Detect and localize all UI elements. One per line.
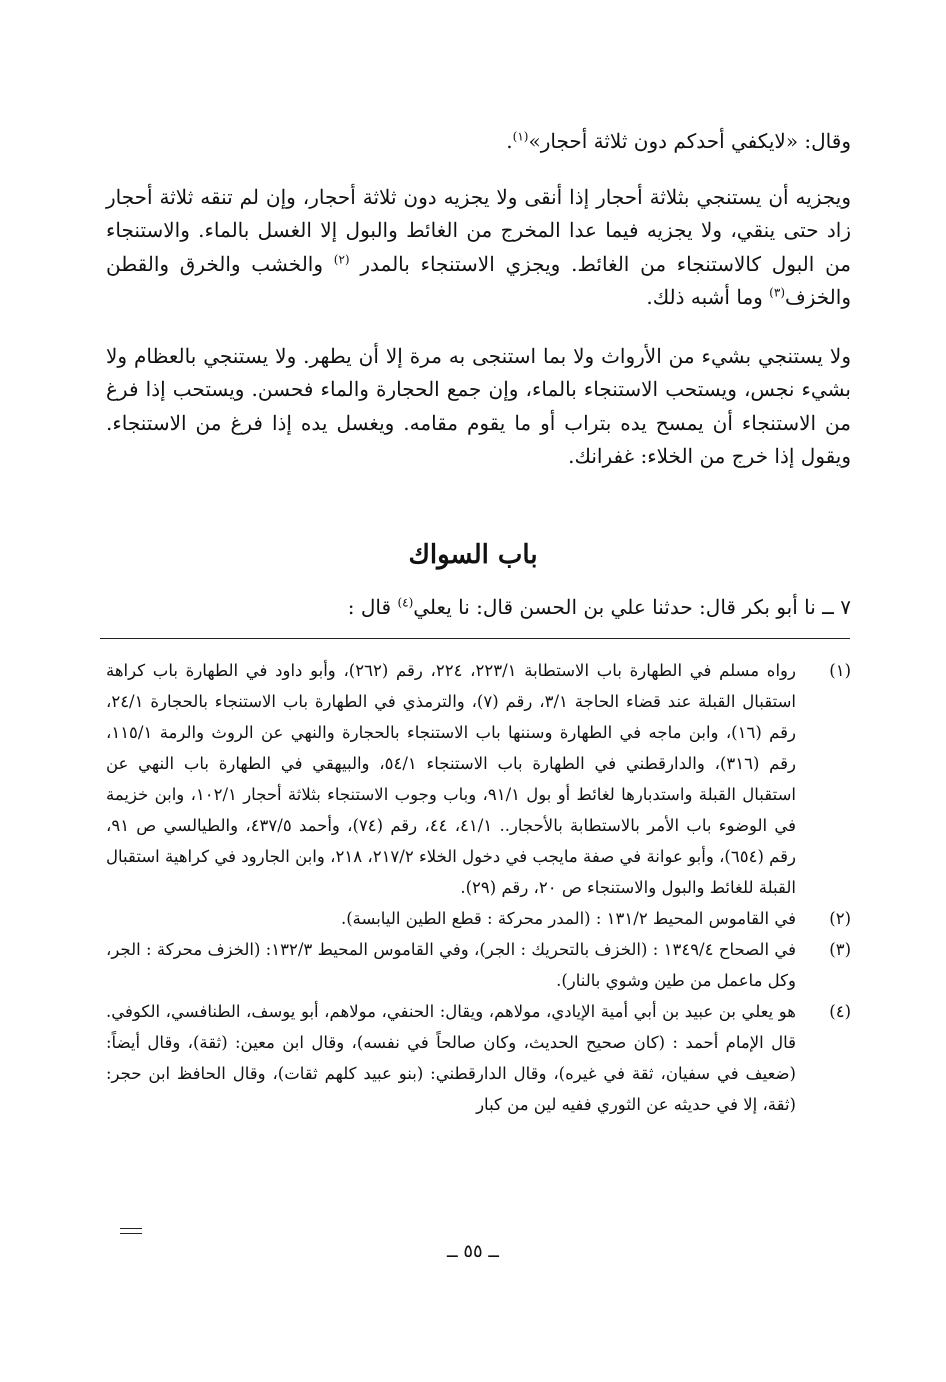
footnote-2 <box>106 903 851 934</box>
footnote-number: (٢) <box>829 909 851 928</box>
footnote-text: هو يعلي بن عبيد بن أبي أمية الإيادي، مولاهم، ويقال: الحنفي، مولاهم، أبو يوسف، الطنافسي، الكوفي. قال الإمام أحمد : (كان صحيح الحديث، وكان صالحاً في نفسه)، وقال ابن معين: (ثقة)، وقال أيضاً: (ضعيف في سفيان، ثقة في غيره)، وقال الدارقطني: (بنو عبيد كلهم ثقات)، وقال الحافظ ابن حجر: (ثقة، إلا في حديثه عن الثوري ففيه لين من كبار <box>106 1002 796 1114</box>
hadith-text: ٧ ــ نا أبو بكر قال: حدثنا علي بن الحسن قال: نا يعلي <box>413 595 851 619</box>
continuation-mark <box>120 1228 142 1234</box>
footnotes <box>106 655 851 1120</box>
footnote-ref-3: (٣) <box>769 285 785 300</box>
footnote-3 <box>106 934 851 996</box>
footnote-number: (١) <box>829 661 851 680</box>
footnote-text: في الصحاح ١٣٤٩/٤ : (الخزف بالتحريك : الجر)، وفي القاموس المحيط ١٣٢/٣: (الخزف محركة : الجر، وكل ماعمل من طين وشوي بالنار). <box>106 940 796 990</box>
main-text-block <box>106 125 851 474</box>
paragraph-stones-c: وما أشبه ذلك. <box>646 285 763 309</box>
paragraph-stones-b: والخشب والخرق والقطن والخزف <box>106 251 851 309</box>
footnote-ref-2: (٢) <box>333 251 350 266</box>
footnote-text: في القاموس المحيط ١٣١/٢ : (المدر محركة : قطع الطين اليابسة). <box>340 909 796 928</box>
chapter-heading: باب السواك <box>408 540 538 570</box>
hadith-line <box>106 590 851 624</box>
footnote-number: (٤) <box>829 1002 851 1021</box>
footnote-ref-4: (٤) <box>397 595 414 610</box>
quote-text: وقال: «لايكفي أحدكم دون ثلاثة أحجار» <box>528 129 851 153</box>
footnote-ref-1: (١) <box>512 129 529 144</box>
footnote-text: رواه مسلم في الطهارة باب الاستطابة ٢٢٣/١، ٢٢٤، رقم (٢٦٢)، وأبو داود في الطهارة باب كراهة استقبال القبلة عند قضاء الحاجة ٣/١، رقم (٧)، والترمذي في الطهارة باب الاستنجاء بالحجارة ٢٤/١، رقم (١٦)، وابن ماجه في الطهارة وسننها باب الاستنجاء بالحجارة والنهي عن الروث والرمة ١١٥/١، رقم (٣١٦)، والدارقطني في الطهارة باب الاستنجاء ٥٤/١، والبيهقي في الطهارة باب النهي عن استقبال القبلة واستدبارها لغائط أو بول ٩١/١، وباب وجوب الاستنجاء بثلاثة أحجار ١٠٢/١، وابن خزيمة في الوضوء باب الأمر بالاستطابة بالأحجار.. ٤١/١، ٤٤، رقم (٧٤)، وأحمد ٤٣٧/٥، والطيالسي ص ٩١، رقم (٦٥٤)، وأبو عوانة في صفة مايجب في دخول الخلاء ٢١٧/٢، ٢١٨، وابن الجارود في كراهية استقبال القبلة للغائط والبول والاستنجاء ص ٢٠، رقم (٢٩). <box>106 661 797 897</box>
footnote-4 <box>106 996 851 1120</box>
hadith-end: قال : <box>347 595 392 619</box>
footnote-separator <box>100 638 850 639</box>
paragraph-prohibitions: ولا يستنجي بشيء من الأرواث ولا بما استنجى به مرة إلا أن يطهر. ولا يستنجي بالعظام ولا بشيء نجس، ويستحب الاستنجاء بالماء، وإن جمع الحجارة والماء فحسن. ويستحب إذا فرغ من الاستنجاء أن يمسح يده بتراب أو ما يقوم مقامه. ويغسل يده إذا فرغ من الاستنجاء. ويقول إذا خرج من الخلاء: غفرانك. <box>106 343 851 468</box>
paragraph-stones <box>106 181 851 315</box>
footnote-1 <box>106 655 851 903</box>
footnote-number: (٣) <box>829 940 851 959</box>
paragraph-quote <box>106 125 851 159</box>
quote-end: . <box>506 129 513 153</box>
paragraph-stones-a: ويجزيه أن يستنجي بثلاثة أحجار إذا أنقى ولا يجزيه دون ثلاثة أحجار، وإن لم تنقه ثلاثة أحجار زاد حتى ينقي، ولا يجزيه فيما عدا المخرج من الغائط والبول إلا الغسل بالماء. والاستنجاء من البول كالاستنجاء من الغائط. ويجزي الاستنجاء بالمدر <box>106 184 852 276</box>
page-number: ــ ٥٥ ــ <box>447 1241 499 1262</box>
